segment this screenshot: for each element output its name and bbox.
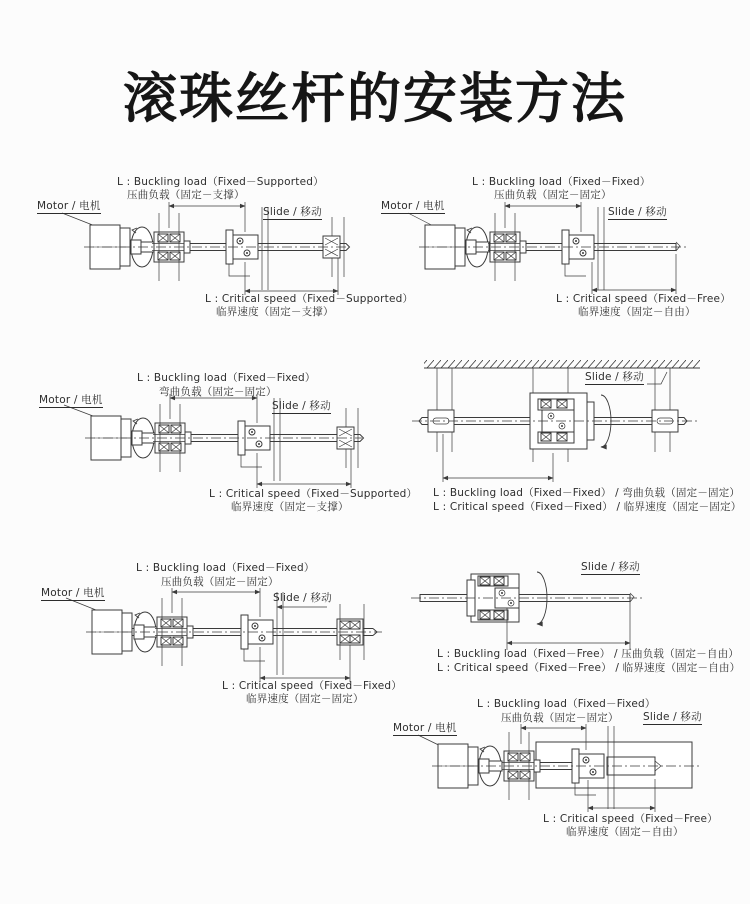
d5-buckling-label-cn: 压曲负载（固定－固定） — [161, 576, 279, 588]
d7-buckling-label-cn: 压曲负载（固定－固定） — [501, 712, 619, 724]
d6-buckling-label: L : Buckling load（Fixed－Free） / 压曲负载（固定－自由） — [437, 648, 740, 660]
d3-slide-label: Slide / 移动 — [272, 400, 331, 412]
d5-slide-label: Slide / 移动 — [273, 592, 332, 604]
d2-slide-label: Slide / 移动 — [608, 206, 667, 218]
diagram-fixed-free-drawing — [411, 572, 643, 650]
d3-critical-label-en: L : Critical speed（Fixed－Supported） — [209, 488, 418, 500]
d7-critical-label-cn: 临界速度（固定－自由） — [566, 826, 684, 838]
d7-buckling-label-en: L : Buckling load（Fixed－Fixed） — [477, 698, 656, 710]
d2-motor-label: Motor / 电机 — [381, 200, 445, 212]
d2-buckling-label-cn: 压曲负载（固定－固定） — [494, 189, 612, 201]
d6-slide-label: Slide / 移动 — [581, 561, 640, 573]
d7-slide-label: Slide / 移动 — [643, 711, 702, 723]
d4-slide-label: Slide / 移动 — [585, 371, 644, 383]
d5-buckling-label-en: L : Buckling load（Fixed－Fixed） — [136, 562, 315, 574]
d5-critical-label-cn: 临界速度（固定－固定） — [246, 693, 364, 705]
d3-buckling-label-cn: 弯曲负载（固定－固定） — [159, 386, 277, 398]
diagram-fixed-fixed-fixed-drawing — [66, 588, 382, 682]
ballnut-icon — [572, 726, 614, 809]
d3-motor-label: Motor / 电机 — [39, 394, 103, 406]
ballnut-icon — [226, 207, 268, 290]
d1-buckling-label-cn: 压曲负载（固定－支撑） — [127, 189, 245, 201]
ballnut-icon — [562, 207, 604, 290]
ballnut-icon — [241, 592, 283, 675]
d7-critical-label-en: L : Critical speed（Fixed－Free） — [543, 813, 718, 825]
d1-motor-label: Motor / 电机 — [37, 200, 101, 212]
diagram-motor-fixed-free-drawing — [418, 724, 700, 812]
d2-buckling-label-en: L : Buckling load（Fixed－Fixed） — [472, 176, 651, 188]
d2-critical-label-en: L : Critical speed（Fixed－Free） — [556, 293, 731, 305]
diagram-ceiling-fixed-fixed-drawing — [412, 360, 700, 482]
d6-critical-label: L : Critical speed（Fixed－Free） / 临界速度（固定－自由） — [437, 662, 741, 674]
d1-critical-label-en: L : Critical speed（Fixed－Supported） — [205, 293, 414, 305]
d3-buckling-label-en: L : Buckling load（Fixed－Fixed） — [137, 372, 316, 384]
d1-slide-label: Slide / 移动 — [263, 206, 322, 218]
d4-critical-label: L : Critical speed（Fixed－Fixed） / 临界速度（固定－固定） — [433, 501, 742, 513]
d3-critical-label-cn: 临界速度（固定－支撑） — [231, 501, 349, 513]
d5-critical-label-en: L : Critical speed（Fixed－Fixed） — [222, 680, 402, 692]
d1-critical-label-cn: 临界速度（固定－支撑） — [216, 306, 334, 318]
d2-critical-label-cn: 临界速度（固定－自由） — [578, 306, 696, 318]
page-title: 滚珠丝杆的安装方法 — [123, 67, 627, 130]
d1-buckling-label-en: L : Buckling load（Fixed－Supported） — [117, 176, 324, 188]
d4-buckling-label: L : Buckling load（Fixed－Fixed） / 弯曲负载（固定－固定） — [433, 487, 741, 499]
d7-motor-label: Motor / 电机 — [393, 722, 457, 734]
d5-motor-label: Motor / 电机 — [41, 587, 105, 599]
